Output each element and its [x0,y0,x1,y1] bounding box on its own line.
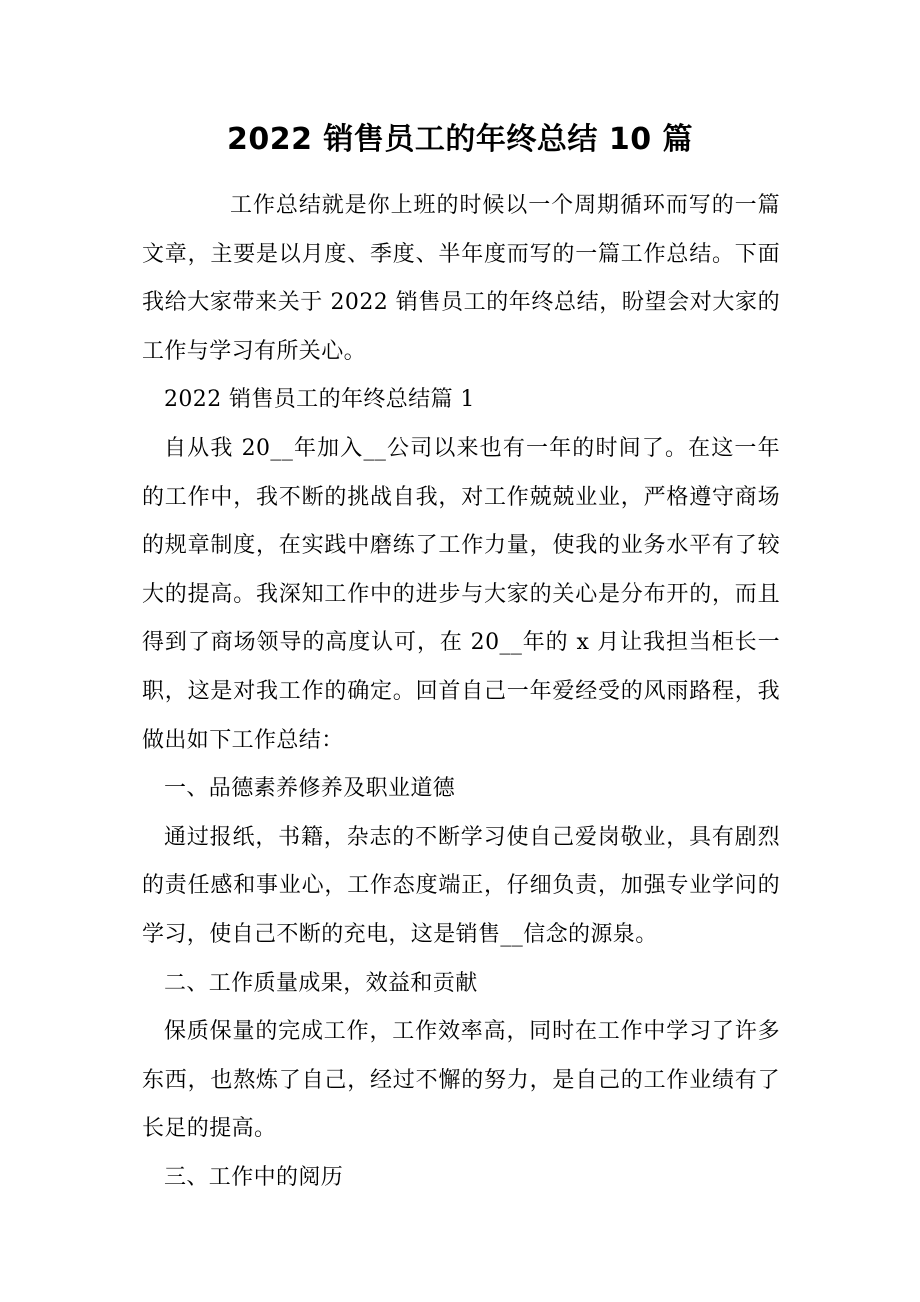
intro-paragraph: 工作总结就是你上班的时候以一个周期循环而写的一篇文章，主要是以月度、季度、半年度而写的一篇工作总结。下面我给大家带来关于 2022 销售员工的年终总结，盼望会对大家的工作与学习有所关心。 [142,193,780,364]
document-title: 2022 销售员工的年终总结 10 篇 [226,122,694,157]
document-body [142,182,780,1202]
body-paragraph: 自从我 20__年加入__公司以来也有一年的时间了。在这一年的工作中，我不断的挑战自我，对工作兢兢业业，严格遵守商场的规章制度，在实践中磨练了工作力量，使我的业务水平有了较大的提高。我深知工作中的进步与大家的关心是分布开的，而且得到了商场领导的高度认可，在 20__年的 x 月让我担当柜长一职，这是对我工作的确定。回首自己一年爱经受的风雨路程，我做出如下工作总结： [142,435,780,753]
section-heading-part-1: 2022 销售员工的年终总结篇 1 [164,387,475,413]
subheading-experience: 三、工作中的阅历 [164,1164,344,1190]
subheading-work-quality: 二、工作质量成果，效益和贡献 [164,970,478,996]
body-paragraph: 通过报纸，书籍，杂志的不断学习使自己爱岗敬业，具有剧烈的责任感和事业心，工作态度端正，仔细负责，加强专业学问的学习，使自己不断的充电，这是销售__信念的源泉。 [142,824,780,947]
subheading-morality: 一、品德素养修养及职业道德 [164,776,456,802]
body-paragraph: 保质保量的完成工作，工作效率高，同时在工作中学习了许多东西，也熬炼了自己，经过不懈的努力，是自己的工作业绩有了长足的提高。 [142,1019,780,1142]
